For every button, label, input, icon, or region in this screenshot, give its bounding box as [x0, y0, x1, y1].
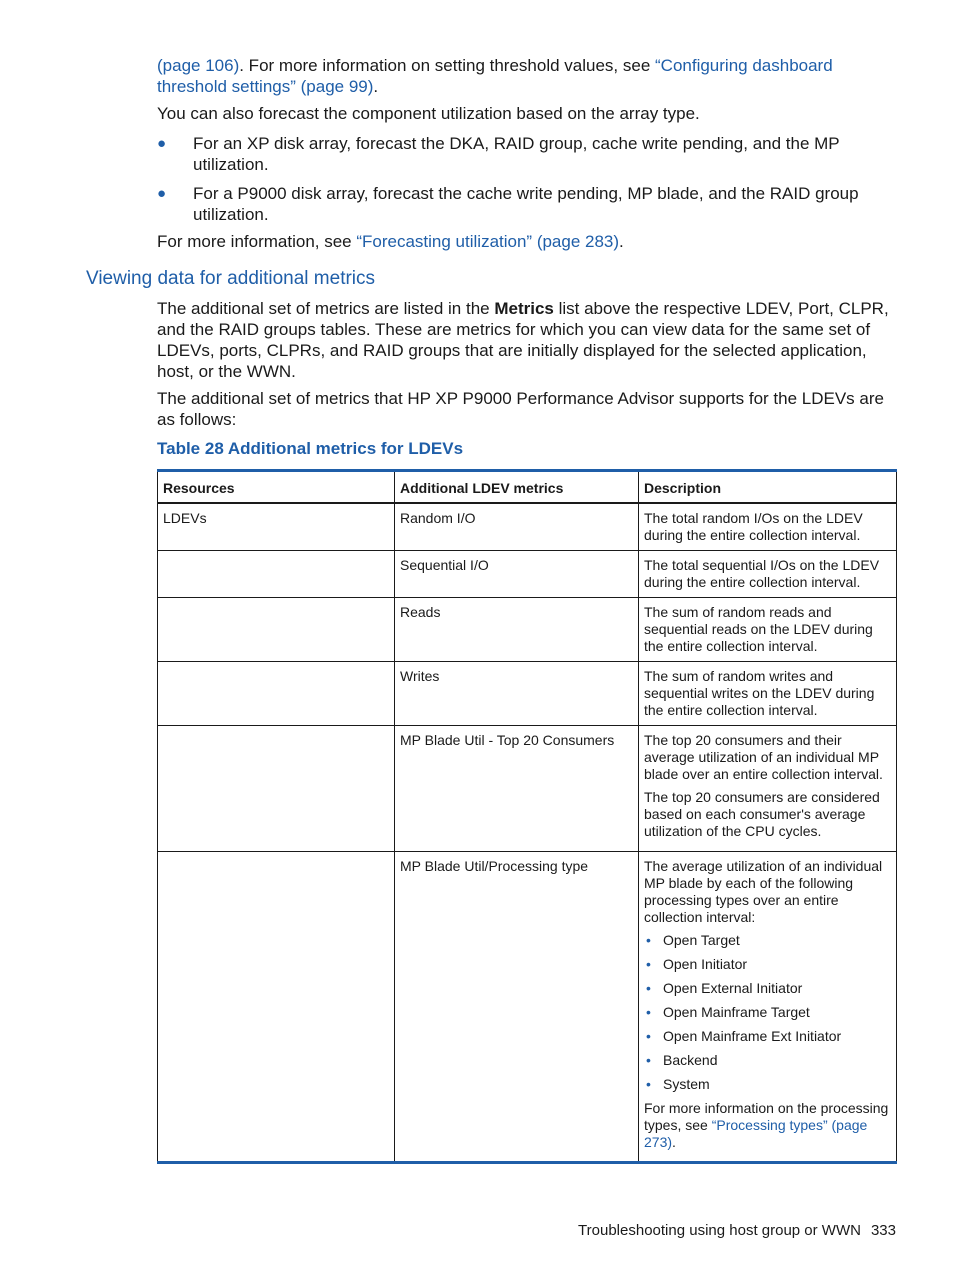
description-cell: [639, 503, 897, 551]
metric-cell: MP Blade Util - Top 20 Consumers: [395, 726, 639, 852]
forecast-paragraph: You can also forecast the component utilization based on the array type.: [157, 104, 700, 123]
list-item: [644, 1076, 891, 1093]
page-footer: [578, 1222, 896, 1239]
resource-cell: [158, 551, 395, 598]
more-info-paragraph: [157, 231, 902, 252]
threshold-settings-link[interactable]: “Configuring dashboard threshold settings” (page 99): [157, 56, 833, 96]
list-item-text: System: [663, 1076, 710, 1092]
note-prefix: For more information on the processing types, see: [644, 1100, 889, 1133]
bullet-dot-icon: •: [646, 932, 651, 948]
description-text: The sum of random writes and sequential writes on the LDEV during the entire collection interval.: [644, 668, 875, 718]
more-info-prefix: For more information, see: [157, 232, 357, 251]
list-item-text: Open External Initiator: [663, 980, 803, 996]
section-heading: Viewing data for additional metrics: [86, 268, 376, 289]
description-text: The top 20 consumers and their average utilization of an individual MP blade over an entire collection interval.: [644, 732, 883, 782]
list-item: [644, 956, 891, 973]
header-description: Description: [639, 471, 897, 504]
bullet-dot-icon: •: [646, 980, 651, 996]
resource-cell: [158, 726, 395, 852]
metrics-paragraph-end: list above the respective LDEV, Port, CLPR, and the RAID groups tables. These are metrics for which you can view data for the same set of LDEVs, ports, CLPRs, and RAID groups that are initially displayed for the selected application, host, or the WWN.: [157, 299, 889, 381]
metric-cell: Sequential I/O: [395, 551, 639, 598]
intro-text: . For more information on setting threshold values, see: [239, 56, 655, 75]
supported-metrics-paragraph: The additional set of metrics that HP XP P9000 Performance Advisor supports for the LDEVs are as follows:: [157, 389, 884, 429]
more-info-period: .: [619, 232, 624, 251]
metric-cell: Reads: [395, 598, 639, 662]
page-number: 333: [870, 1222, 896, 1239]
list-item: [644, 1052, 891, 1069]
metrics-bold-term: Metrics: [494, 299, 554, 318]
header-resources: Resources: [158, 471, 395, 504]
table-row: [158, 852, 897, 1163]
header-additional-metrics: Additional LDEV metrics: [395, 471, 639, 504]
note-period: .: [672, 1134, 676, 1150]
description-text: The total sequential I/Os on the LDEV during the entire collection interval.: [644, 557, 880, 590]
list-item: [644, 980, 891, 997]
table-row: [158, 662, 897, 726]
page-106-link[interactable]: (page 106): [157, 56, 240, 75]
bullet-dot-icon: ●: [157, 185, 167, 202]
processing-types-note: [644, 1100, 891, 1151]
description-cell: [639, 551, 897, 598]
description-cell: [639, 662, 897, 726]
forecasting-utilization-link[interactable]: “Forecasting utilization” (page 283): [356, 232, 620, 251]
bullet-text: For a P9000 disk array, forecast the cache write pending, MP blade, and the RAID group utilization.: [193, 184, 859, 224]
footer-title: Troubleshooting using host group or WWN: [578, 1222, 861, 1239]
bullet-text: For an XP disk array, forecast the DKA, RAID group, cache write pending, and the MP utilization.: [193, 134, 840, 174]
resource-cell: [158, 598, 395, 662]
list-item-text: Open Target: [663, 932, 740, 948]
table-row: [158, 598, 897, 662]
additional-metrics-table: [157, 469, 897, 1164]
bullet-dot-icon: •: [646, 1004, 651, 1020]
metrics-paragraph: [157, 298, 902, 382]
table-row: [158, 551, 897, 598]
bullet-dot-icon: ●: [157, 135, 167, 152]
list-item-text: Open Initiator: [663, 956, 748, 972]
bullet-dot-icon: •: [646, 1028, 651, 1044]
list-item-text: Open Mainframe Ext Initiator: [663, 1028, 842, 1044]
table-caption: Table 28 Additional metrics for LDEVs: [157, 439, 464, 458]
description-text: The top 20 consumers are considered based on each consumer's average utilization of the CPU cycles.: [644, 789, 880, 839]
resource-cell: [158, 852, 395, 1163]
resource-cell: [158, 662, 395, 726]
metrics-paragraph-start: The additional set of metrics are listed in the: [157, 299, 495, 318]
metric-cell: Writes: [395, 662, 639, 726]
list-item-text: Open Mainframe Target: [663, 1004, 810, 1020]
resource-cell: LDEVs: [158, 503, 395, 551]
metric-cell: MP Blade Util/Processing type: [395, 852, 639, 1163]
processing-types-link[interactable]: “Processing types” (page 273): [644, 1117, 868, 1150]
intro-continuation-paragraph: [157, 55, 902, 97]
table-row: [158, 726, 897, 852]
description-text: The sum of random reads and sequential reads on the LDEV during the entire collection interval.: [644, 604, 873, 654]
description-cell: [639, 852, 897, 1163]
description-cell: [639, 598, 897, 662]
description-text: The total random I/Os on the LDEV during the entire collection interval.: [644, 510, 863, 543]
description-text: The average utilization of an individual MP blade by each of the following processing types over an entire collection interval:: [644, 858, 883, 925]
bullet-dot-icon: •: [646, 1052, 651, 1068]
table-row: [158, 503, 897, 551]
bullet-dot-icon: •: [646, 1076, 651, 1092]
list-item: [644, 932, 891, 949]
description-cell: [639, 726, 897, 852]
list-item-text: Backend: [663, 1052, 718, 1068]
metric-cell: Random I/O: [395, 503, 639, 551]
bullet-dot-icon: •: [646, 956, 651, 972]
processing-types-list: [644, 932, 891, 1093]
list-item: [644, 1028, 891, 1045]
table-header-row: [158, 471, 897, 504]
list-item: [644, 1004, 891, 1021]
intro-period: .: [373, 77, 379, 96]
